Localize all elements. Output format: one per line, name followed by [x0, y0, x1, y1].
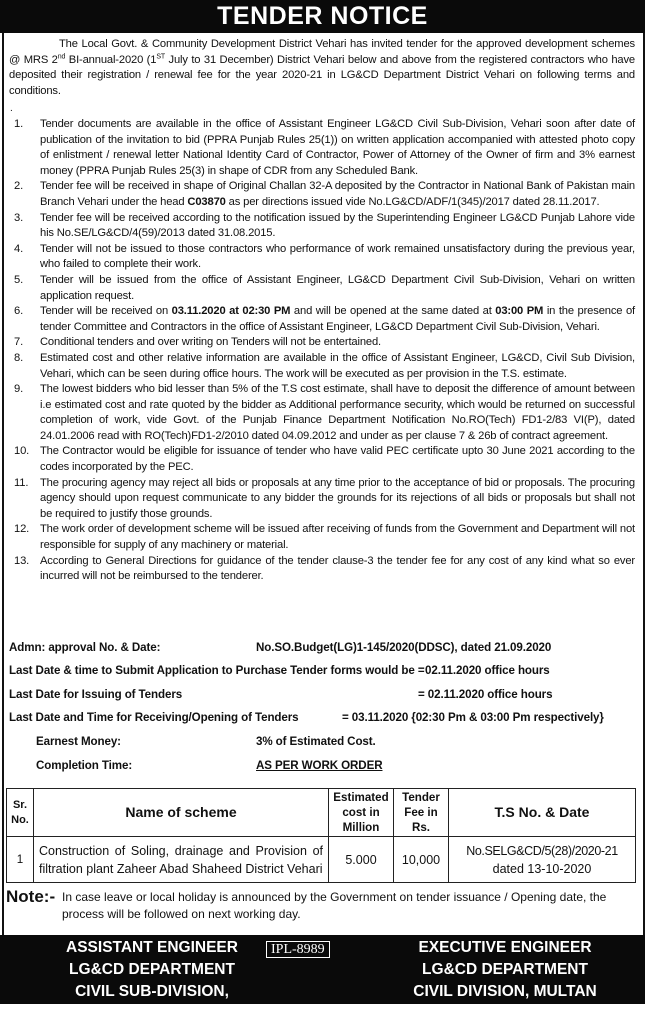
- term-number: 8.: [14, 351, 24, 364]
- schemes-table: [6, 788, 636, 883]
- term-item: [14, 522, 635, 553]
- term-item: [14, 554, 635, 585]
- term-text: Tender will be received on: [40, 305, 172, 318]
- term-number: 10.: [14, 445, 30, 458]
- sig-right-line1: EXECUTIVE ENGINEER: [418, 939, 592, 956]
- sig-right-line2: LG&CD DEPARTMENT: [422, 961, 588, 978]
- superscript: ST: [156, 52, 165, 60]
- sig-right-line3: CIVIL DIVISION, MULTAN: [413, 983, 597, 1000]
- term-text: The procuring agency may reject all bids or proposals at any time prior to the acceptance of bid or proposals. The procuring agency should upon request communicate to any bidder the grounds for its rejections of all bids or proposals but shall not be required to justify those grounds.: [40, 476, 635, 520]
- header-sr: Sr. No.: [7, 789, 34, 837]
- term-item: [14, 476, 635, 523]
- term-number: 7.: [14, 336, 24, 349]
- header-name: Name of scheme: [34, 789, 329, 837]
- sig-left-line3: CIVIL SUB-DIVISION, VEHARI: [75, 983, 229, 1022]
- term-text: Tender will be issued from the office of Assistant Engineer, LG&CD Department Civil Sub-Division, Vehari on written application request.: [40, 273, 635, 302]
- intro-text: The Local Govt. & Community Development District Vehari has invited tender for the approved development schemes @ MRS 2: [9, 38, 635, 66]
- approval-value: No.SO.Budget(LG)1-145/2020(DDSC), dated 21.09.2020: [256, 641, 552, 654]
- term-item: [14, 117, 635, 179]
- issue-value: = 02.11.2020 office hours: [418, 688, 553, 701]
- term-number: 3.: [14, 211, 24, 224]
- term-text: The Contractor would be eligible for issuance of tender who have valid PEC certificate upto 30 June 2021 according to the codes incorporated by the PEC.: [40, 445, 635, 474]
- term-text: as per directions issued vide No.LG&CD/ADF/1(345)/2017 dated 28.11.2017.: [225, 195, 600, 208]
- cell-sr: 1: [7, 837, 34, 883]
- term-number: 12.: [14, 523, 30, 536]
- term-number: 5.: [14, 273, 24, 286]
- term-text: According to General Directions for guidance of the tender clause-3 the tender fee for any cost of any kind what so ever incurred will not be reimbursed to the tenderer.: [40, 554, 635, 583]
- term-text: Tender will not be issued to those contractors who performance of work remained unsatisfactory during the previous year, who failed to complete their work.: [40, 242, 635, 271]
- table-header-row: [7, 789, 636, 837]
- stray-dot: .: [10, 103, 13, 114]
- receive-label: Last Date and Time for Receiving/Opening of Tenders: [9, 711, 299, 724]
- term-text: Tender fee will be received according to the notification issued by the Superintending Engineer LG&CD Punjab Lahore vide his No.SE/LG&CD/4(59)/2013 dated 31.08.2015.: [40, 211, 635, 240]
- signature-footer: [0, 935, 645, 1022]
- header-cost: Estimated cost in Million: [329, 789, 394, 837]
- cell-fee: 10,000: [394, 837, 449, 883]
- receive-value: = 03.11.2020 {02:30 Pm & 03:00 Pm respectively}: [342, 711, 604, 724]
- intro-text: July to 31 December) District Vehari below and above from the registered contractors who have deposited their registration / renewal fee for the year 2020-21 in LG&CD Department District Vehari on following terms and conditions.: [9, 53, 635, 97]
- header-fee: Tender Fee in Rs.: [394, 789, 449, 837]
- ipl-number: IPL-8989: [266, 941, 330, 958]
- completion-label: Completion Time:: [36, 759, 133, 772]
- term-item: [14, 211, 635, 242]
- intro-text: BI-annual-2020 (1: [65, 53, 157, 66]
- term-text: The work order of development scheme will be issued after receiving of funds from the Government and Department will not responsible for supply of any machinery or material.: [40, 523, 635, 552]
- term-number: 13.: [14, 554, 30, 567]
- header-ts: T.S No. & Date: [449, 789, 636, 837]
- note-section: [6, 889, 636, 923]
- term-item: [14, 335, 635, 351]
- term-number: 9.: [14, 383, 24, 396]
- earnest-label: Earnest Money:: [36, 735, 121, 748]
- terms-list: [14, 117, 635, 585]
- note-label: Note:-: [6, 887, 56, 906]
- completion-value: AS PER WORK ORDER: [256, 759, 383, 772]
- note-text: In case leave or local holiday is announced by the Government on tender issuance / Opening date, the process will be followed on next working day.: [62, 890, 607, 921]
- cell-ts-no: No.SELG&CD/5(28)/2020-21: [466, 843, 618, 858]
- intro-paragraph: [9, 37, 635, 99]
- term-item: [14, 382, 635, 444]
- approval-label: Admn: approval No. & Date:: [9, 641, 161, 654]
- cell-ts-date: dated 13-10-2020: [492, 861, 592, 876]
- executive-engineer-signature: [390, 937, 620, 1003]
- term-number: 4.: [14, 242, 24, 255]
- term-item: [14, 179, 635, 210]
- term-text: Tender fee will be received in shape of Original Challan 32-A deposited by the Contractor in National Bank of Pakistan main Branch Vehari under the head: [40, 180, 635, 208]
- term-bold-text: C03870: [187, 195, 226, 208]
- cell-cost: 5.000: [329, 837, 394, 883]
- table-row: [7, 837, 636, 883]
- superscript: nd: [57, 52, 66, 60]
- term-number: 11.: [14, 476, 29, 489]
- term-item: [14, 304, 635, 335]
- issue-label: Last Date for Issuing of Tenders: [9, 688, 183, 701]
- term-item: [14, 273, 635, 304]
- term-text: The lowest bidders who bid lesser than 5% of the T.S cost estimate, shall have to deposit the difference of amount between i.e estimated cost and rate quoted by the bidder as Additional performance security, which would be returned on successful completion of work, vide Govt. of the Punjab Finance Department Notification No.RO(Tech) FD1-2/83 VI(P), dated 24.01.2006 read with RO(Tech)FD1-2/2010 dated 04.09.2012 and under as per clause 7 & 26b of contract agreement.: [40, 383, 635, 442]
- term-item: [14, 351, 635, 382]
- sig-left-line2: LG&CD DEPARTMENT: [69, 961, 235, 978]
- term-text: Tender documents are available in the office of Assistant Engineer LG&CD Civil Sub-Division, Vehari soon after date of publication of the invitation to bid (PPRA Punjab Rules 25(1)) on written application accompanied with attested photo copy of enlistment / renewal letter National Identity Card of Contractor, Power of Attorney of the Owner of firm and 3% earnest money (PPRA Punjab Rules 25(3) in shape of CDR from any Scheduled Bank.: [40, 118, 635, 177]
- term-number: 1.: [14, 118, 24, 130]
- term-item: [14, 444, 635, 475]
- cell-name: Construction of Soling, drainage and Provision of filtration plant Zaheer Abad Shaheed District Vehari: [34, 837, 329, 883]
- term-text: in the presence of tender Committee and Contractors in the office of Assistant Engineer, LG&CD Department Civil Sub-Division, Vehari.: [40, 305, 635, 333]
- term-text: Estimated cost and other relative information are available in the office of Assistant Engineer, LG&CD, Civil Sub Division, Vehari, which can be seen during office hours. The work will be executed as per provision in the T.S. estimate.: [40, 351, 635, 380]
- term-item: [14, 242, 635, 273]
- term-bold-text: 03:00 PM: [495, 305, 544, 318]
- term-number: 6.: [14, 305, 24, 318]
- term-bold-text: 03.11.2020 at 02:30 PM: [171, 305, 291, 318]
- submit-label: Last Date & time to Submit Application to Purchase Tender forms would be =: [9, 664, 425, 677]
- earnest-value: 3% of Estimated Cost.: [256, 735, 376, 748]
- sig-left-line1: ASSISTANT ENGINEER: [66, 939, 238, 956]
- term-number: 2.: [14, 180, 24, 193]
- assistant-engineer-signature: [52, 937, 252, 1025]
- notice-title: TENDER NOTICE: [0, 0, 645, 33]
- term-text: and will be opened at the same dated at: [290, 305, 496, 318]
- submit-value: 02.11.2020 office hours: [425, 664, 550, 677]
- term-text: Conditional tenders and over writing on Tenders will not be entertained.: [40, 336, 381, 349]
